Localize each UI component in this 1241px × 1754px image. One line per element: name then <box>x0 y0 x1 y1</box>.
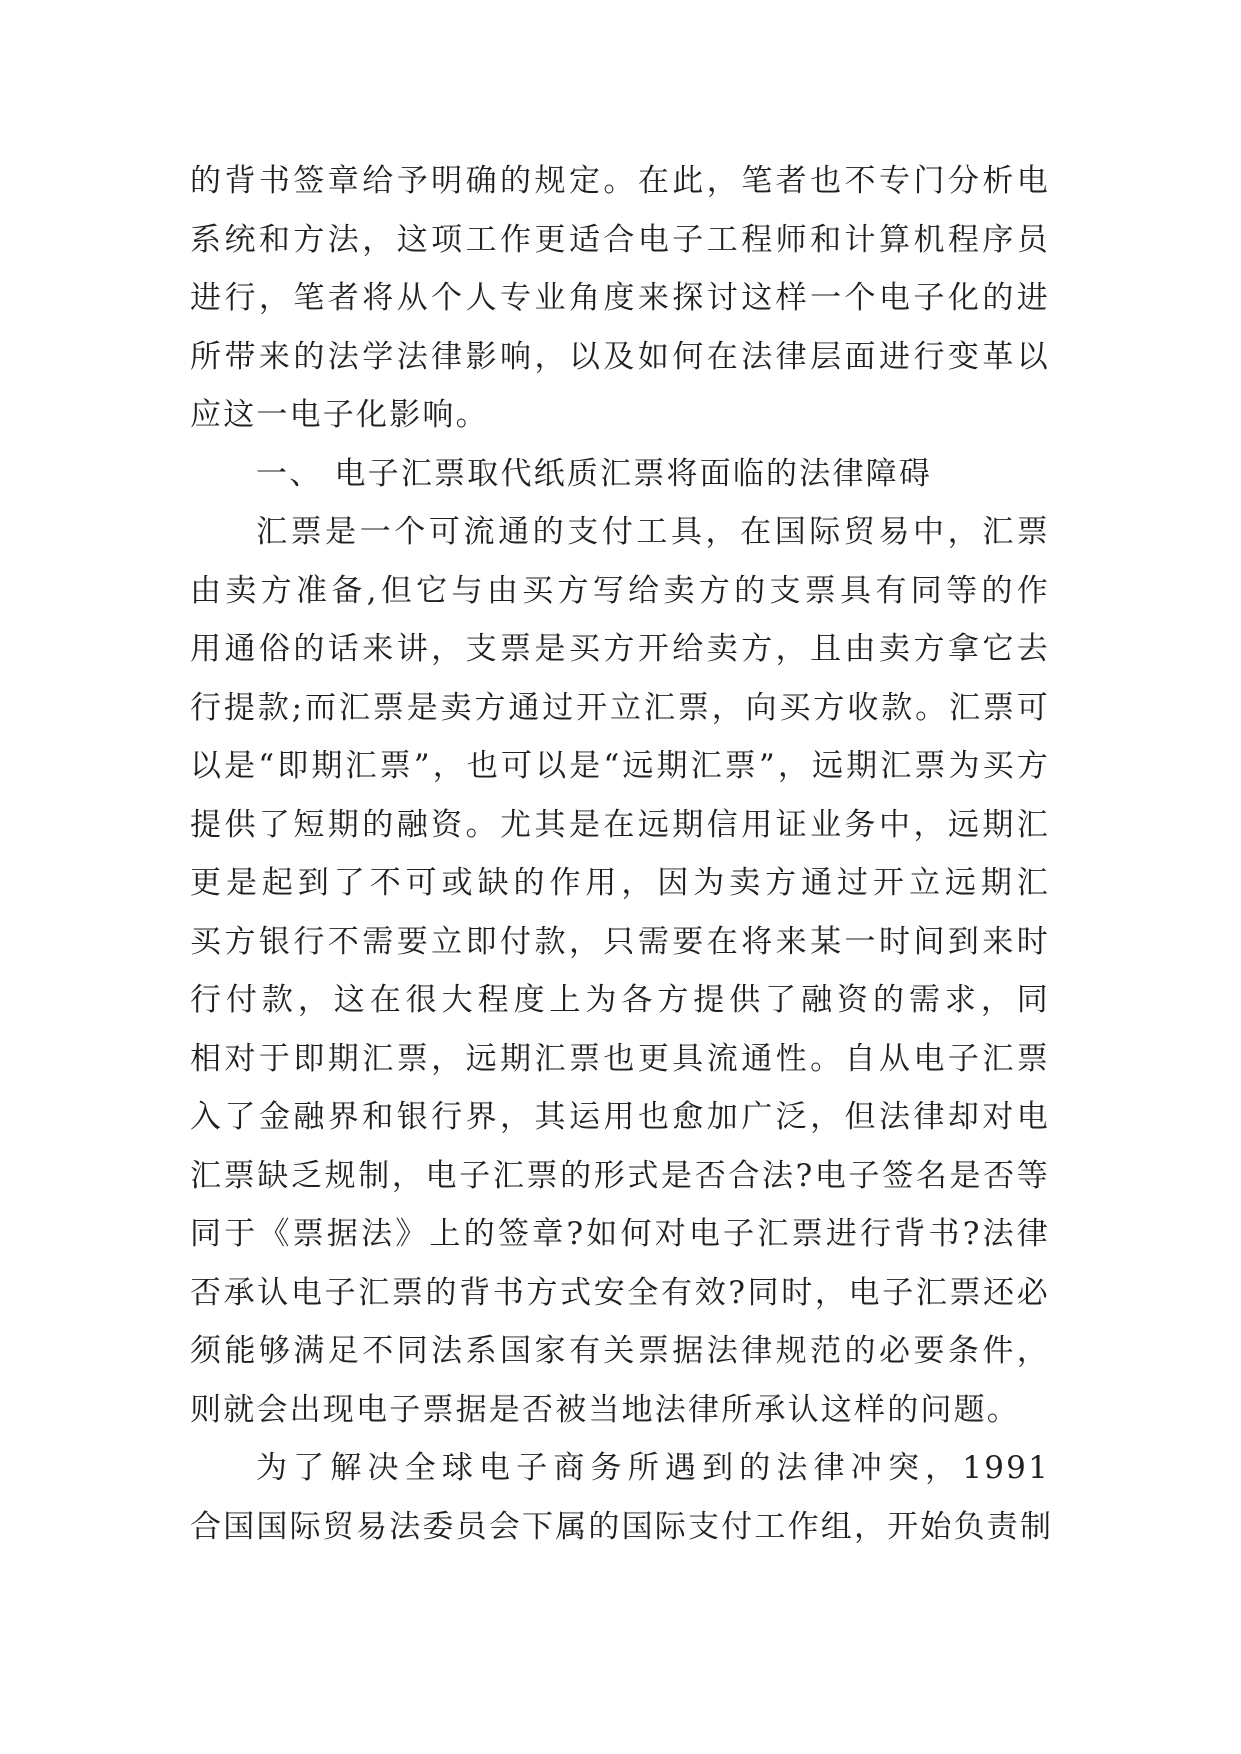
text-line: 所带来的法学法律影响，以及如何在法律层面进行变革以 <box>190 338 1050 375</box>
document-body <box>190 152 1054 1556</box>
text-line: 的背书签章给予明确的规定。在此，笔者也不专门分析电 <box>190 163 1050 199</box>
paragraph <box>190 1439 1054 1556</box>
text-line: 由卖方准备,但它与由买方写给卖方的支票具有同等的作 <box>190 572 1050 609</box>
text-line: 入了金融界和银行界，其运用也愈加广泛，但法律却对电 <box>190 1099 1050 1135</box>
text-line: 系统和方法，这项工作更适合电子工程师和计算机程序员 <box>190 221 1050 258</box>
paragraph <box>190 503 1050 1439</box>
text-line: 应这一电子化影响。 <box>190 397 489 433</box>
section-heading <box>190 445 1050 504</box>
text-line: 提供了短期的融资。尤其是在远期信用证业务中，远期汇 <box>190 806 1050 843</box>
text-line: 买方银行不需要立即付款，只需要在将来某一时间到来时 <box>190 923 1050 960</box>
text-line: 行付款，这在很大程度上为各方提供了融资的需求，同 <box>190 982 1050 1018</box>
text-line: 用通俗的话来讲，支票是买方开给卖方，且由卖方拿它去 <box>190 631 1050 667</box>
text-line: 合国国际贸易法委员会下属的国际支付工作组，开始负责制 <box>190 1508 1054 1545</box>
text-line: 汇票是一个可流通的支付工具，在国际贸易中，汇票 <box>256 514 1050 550</box>
text-line: 为了解决全球电子商务所遇到的法律冲突，1991 <box>256 1450 1050 1486</box>
text-line: 须能够满足不同法系国家有关票据法律规范的必要条件， <box>190 1333 1050 1369</box>
text-line: 行提款;而汇票是卖方通过开立汇票，向买方收款。汇票可 <box>190 689 1050 726</box>
text-line: 一、 电子汇票取代纸质汇票将面临的法律障碍 <box>256 455 933 492</box>
text-line: 同于《票据法》上的签章?如何对电子汇票进行背书?法律 <box>190 1216 1050 1252</box>
text-line: 以是“即期汇票”，也可以是“远期汇票”，远期汇票为买方 <box>190 748 1050 784</box>
paragraph <box>190 152 1050 445</box>
text-line: 则就会出现电子票据是否被当地法律所承认这样的问题。 <box>190 1391 1020 1428</box>
text-line: 更是起到了不可或缺的作用，因为卖方通过开立远期汇 <box>190 865 1050 901</box>
text-line: 相对于即期汇票，远期汇票也更具流通性。自从电子汇票 <box>190 1040 1050 1077</box>
text-line: 进行，笔者将从个人专业角度来探讨这样一个电子化的进 <box>190 280 1050 316</box>
text-line: 否承认电子汇票的背书方式安全有效?同时，电子汇票还必 <box>190 1274 1050 1311</box>
text-line: 汇票缺乏规制，电子汇票的形式是否合法?电子签名是否等 <box>190 1157 1050 1194</box>
